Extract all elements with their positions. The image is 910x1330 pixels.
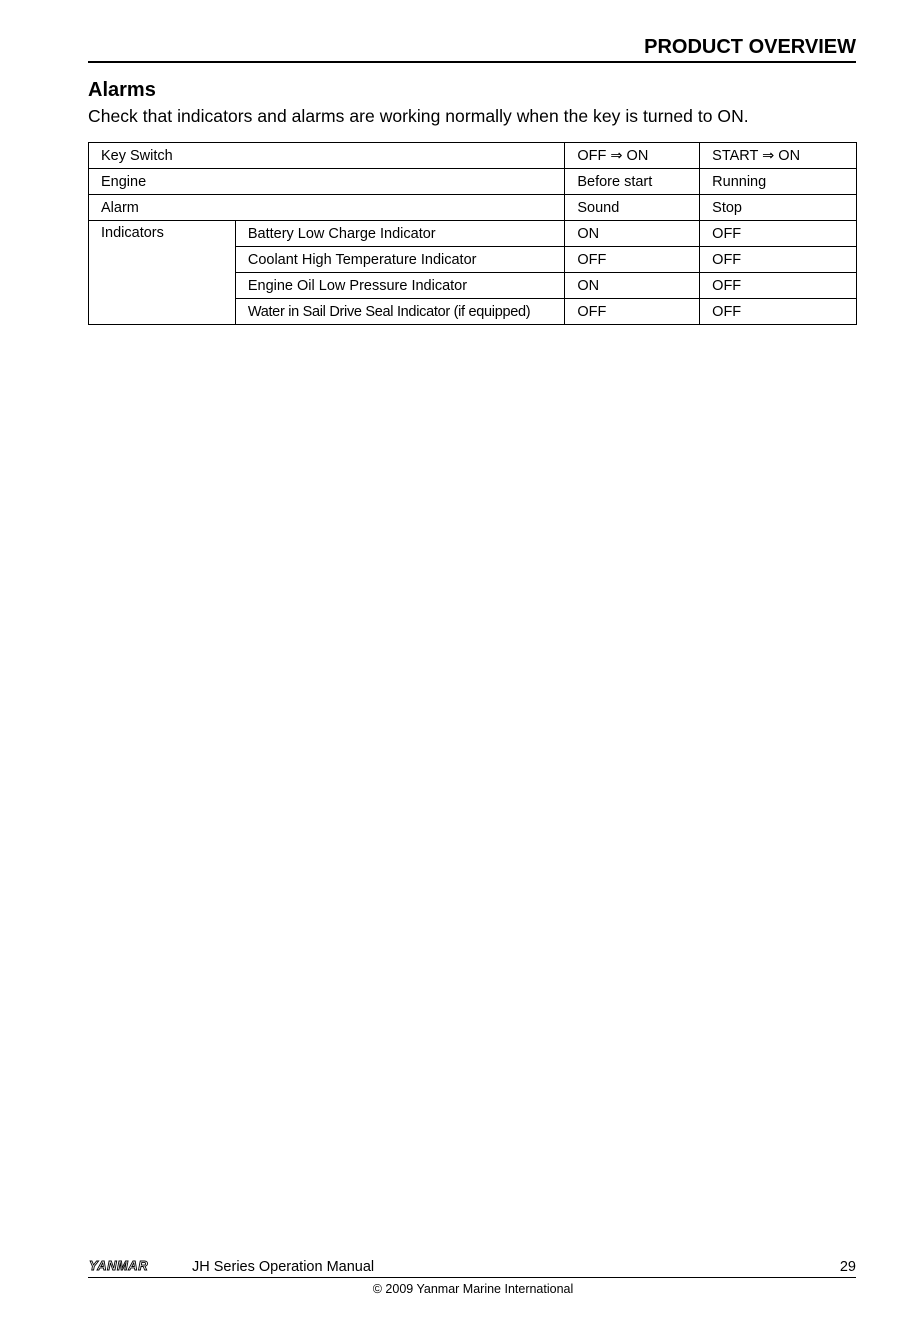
row-label-indicators: Indicators <box>89 221 236 325</box>
page-footer <box>88 1257 856 1278</box>
page-heading: Alarms <box>88 79 156 101</box>
table-row <box>89 143 857 169</box>
table-cell: START ⇒ ON <box>700 143 857 169</box>
table-row <box>89 169 857 195</box>
section-title: PRODUCT OVERVIEW <box>88 36 856 63</box>
row-label-alarm: Alarm <box>89 195 565 221</box>
table-cell: Stop <box>700 195 857 221</box>
copyright-notice: © 2009 Yanmar Marine International <box>372 1282 574 1296</box>
table-row <box>89 221 857 247</box>
table-cell: Sound <box>565 195 700 221</box>
page-number: 29 <box>839 1259 856 1275</box>
indicator-name: Engine Oil Low Pressure Indicator <box>235 273 565 299</box>
indicator-name: Water in Sail Drive Seal Indicator (if equipped) <box>235 299 565 325</box>
row-label-engine: Engine <box>89 169 565 195</box>
table-cell: OFF <box>565 299 700 325</box>
intro-text: Check that indicators and alarms are working normally when the key is turned to ON. <box>88 106 749 126</box>
table-cell: Running <box>700 169 857 195</box>
alarms-table <box>88 142 857 325</box>
manual-title: JH Series Operation Manual <box>192 1259 375 1275</box>
indicator-name: Coolant High Temperature Indicator <box>235 247 565 273</box>
table-cell: OFF <box>700 247 857 273</box>
table-cell: ON <box>565 273 700 299</box>
table-cell: OFF ⇒ ON <box>565 143 700 169</box>
table-cell: Before start <box>565 169 700 195</box>
table-cell: OFF <box>565 247 700 273</box>
table-cell: OFF <box>700 221 857 247</box>
table-cell: OFF <box>700 273 857 299</box>
table-cell: ON <box>565 221 700 247</box>
yanmar-logo: YANMAR <box>89 1258 149 1273</box>
table-cell: OFF <box>700 299 857 325</box>
table-row <box>89 195 857 221</box>
row-label-key-switch: Key Switch <box>89 143 565 169</box>
indicator-name: Battery Low Charge Indicator <box>235 221 565 247</box>
